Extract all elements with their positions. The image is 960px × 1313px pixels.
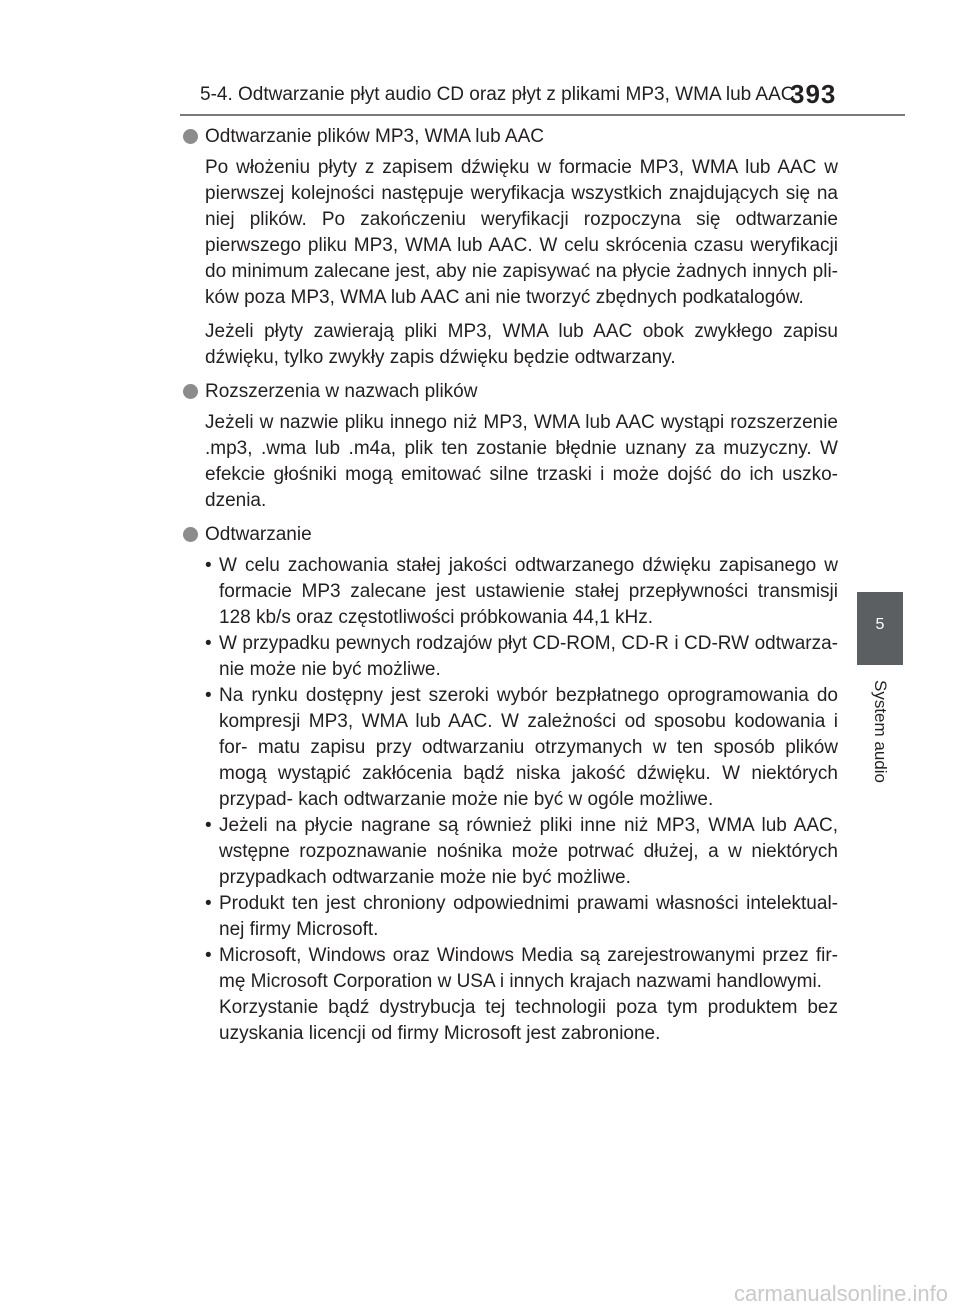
bullet-list [205, 553, 838, 995]
page-number: 393 [790, 79, 837, 109]
paragraph: Jeżeli płyty zawierają pliki MP3, WMA lub AAC obok zwykłego zapisu dźwięku, tylko zwykły zapis dźwięku będzie odtwarzany. [205, 321, 838, 368]
list-continuation: Korzystanie bądź dystrybucja tej technologii poza tym produktem bez uzyskania licencji od firmy Microsoft jest zabronione. [219, 997, 838, 1044]
section-heading [182, 124, 838, 150]
header-divider [180, 114, 905, 116]
chapter-number: 5 [875, 616, 885, 633]
list-item [205, 943, 838, 995]
list-item [205, 631, 838, 683]
section-heading-text: Rozszerzenia w nazwach plików [205, 381, 478, 402]
paragraph: Jeżeli w nazwie pliku innego niż MP3, WMA lub AAC wystąpi rozszerzenie .mp3, .wma lub .m4a, plik ten zostanie błędnie uznany za muzyczny. W efekcie głośniki mogą emitować silne trzaski i może dojść do ich uszko- dzenia. [205, 412, 838, 511]
list-item-text: W celu zachowania stałej jakości odtwarzanego dźwięku zapisanego w formacie MP3 zalecane jest ustawienie stałej przepływności transmisji 128 kb/s oraz częstotliwości próbkowania 44,1 kHz. [219, 555, 838, 628]
list-item-text: W przypadku pewnych rodzajów płyt CD-ROM, CD-R i CD-RW odtwarza- nie może nie być możliwe. [219, 633, 838, 680]
list-item [205, 813, 838, 891]
bullet-dot-icon: • [205, 555, 212, 576]
watermark: carmanualsonline.info [733, 1281, 948, 1306]
list-item-text: Microsoft, Windows oraz Windows Media są zarejestrowanymi przez fir- mę Microsoft Corporation w USA i innych krajach nazwami handlowymi. [219, 945, 838, 992]
header-title: 5-4. Odtwarzanie płyt audio CD oraz płyt z plikami MP3, WMA lub AAC [200, 84, 795, 105]
bullet-dot-icon: • [205, 685, 212, 706]
bullet-dot-icon: • [205, 945, 212, 966]
section-heading-text: Odtwarzanie plików MP3, WMA lub AAC [205, 126, 544, 147]
circle-bullet-icon [183, 384, 198, 399]
page-content [182, 124, 838, 1047]
chapter-label: System audio [871, 680, 890, 783]
list-item [205, 553, 838, 631]
paragraph: Po włożeniu płyty z zapisem dźwięku w formacie MP3, WMA lub AAC w pierwszej kolejności następuje weryfikacja wszystkich znajdujących się na niej plików. Po zakończeniu weryfikacji rozpoczyna się odtwarzanie pierwszego pliku MP3, WMA lub AAC. W celu skrócenia czasu weryfikacji do minimum zalecane jest, aby nie zapisywać na płycie żadnych innych pli- ków poza MP3, WMA lub AAC ani nie tworzyć zbędnych podkatalogów. [205, 157, 838, 308]
bullet-dot-icon: • [205, 633, 212, 654]
bullet-dot-icon: • [205, 893, 212, 914]
list-item-text: Na rynku dostępny jest szeroki wybór bezpłatnego oprogramowania do kompresji MP3, WMA lub AAC. W zależności od sposobu kodowania i for- matu zapisu przy odtwarzaniu otrzymanych w ten sposób plików mogą wystąpić zakłócenia bądź niska jakość dźwięku. W niektórych przypad- kach odtwarzanie może nie być w ogóle możliwe. [219, 685, 838, 810]
list-item-text: Produkt ten jest chroniony odpowiednimi prawami własności intelektual- nej firmy Microsoft. [219, 893, 838, 940]
circle-bullet-icon [183, 527, 198, 542]
section-heading [182, 379, 838, 405]
bullet-dot-icon: • [205, 815, 212, 836]
circle-bullet-icon [183, 129, 198, 144]
list-item [205, 891, 838, 943]
section-heading-text: Odtwarzanie [205, 524, 312, 545]
list-item-text: Jeżeli na płycie nagrane są również pliki inne niż MP3, WMA lub AAC, wstępne rozpoznawanie nośnika może potrwać dłużej, a w niektórych przypadkach odtwarzanie może nie być możliwe. [219, 815, 838, 888]
section-heading [182, 522, 838, 548]
chapter-tab [857, 592, 903, 665]
list-item [205, 683, 838, 813]
